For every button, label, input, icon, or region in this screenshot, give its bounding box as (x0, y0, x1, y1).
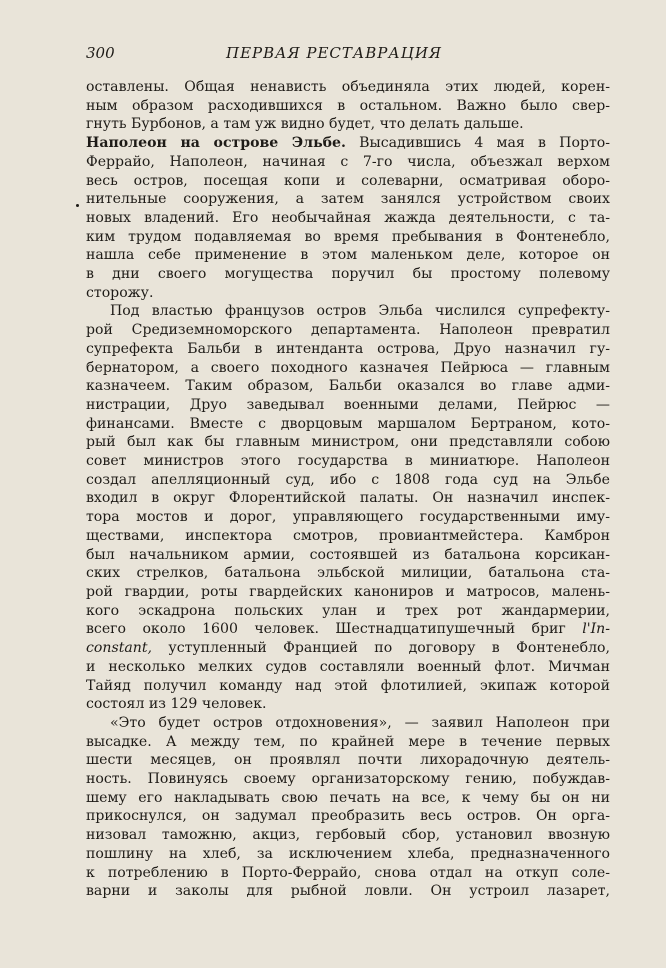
text-line: сторожу. (86, 284, 154, 301)
text-line-part: уступленный Францией по договору в Фонтенебло, (168, 640, 610, 657)
text-line: оставлены. Общая ненависть объединяла этих людей, корен- (86, 79, 610, 95)
text-line: бернатором, а своего походного казначея Пейрюса — главным (86, 359, 610, 376)
text-line: весь остров, посещая копи и солеварни, осматривая оборо- (86, 172, 610, 189)
text-line: ществами, инспектора смотров, провиантмейстера. Камброн (86, 527, 610, 544)
text-line: кого эскадрона польских улан и трех рот жандармерии, (86, 602, 610, 619)
margin-mark (76, 204, 79, 207)
ship-name: constant, (86, 640, 152, 657)
text-line: в дни своего могущества поручил бы простому полевому (86, 266, 610, 283)
text-line: Под властью французов остров Эльба числился супрефекту- (110, 303, 610, 320)
text-line: рой гвардии, роты гвардейских канониров и матросов, малень- (86, 583, 610, 600)
text-line: шести месяцев, он проявлял почти лихорадочную деятель- (86, 752, 610, 769)
text-line: рый был как бы главным министром, они представляли собою (86, 434, 610, 451)
text-line: варни и заколы для рыбной ловли. Он устроил лазарет, (86, 883, 610, 900)
text-line: ким трудом подавляемая во время пребывания в Фонтенебло, (86, 228, 610, 245)
text-line: «Это будет остров отдохновения», — заявил Наполеон при (110, 714, 610, 731)
text-line: ских стрелков, батальона эльбской милиции, батальона ста- (86, 565, 610, 582)
text-line: Тайяд получил команду над этой флотилией, экипаж которой (86, 677, 610, 694)
text-line: состоял из 129 человек. (86, 696, 267, 713)
text-line: нашла себе применение в этом маленьком деле, которое он (86, 247, 610, 264)
text-line-part: Высадившись 4 мая в Порто- (359, 135, 611, 152)
body-text (86, 78, 610, 901)
page-number: 300 (86, 44, 115, 62)
text-line: создал апелляционный суд, ибо с 1808 года суд на Эльбе (86, 471, 610, 488)
text-line: Феррайо, Наполеон, начиная с 7-го числа, объезжал верхом (86, 153, 610, 170)
text-line: тора мостов и дорог, управляющего государственными иму- (86, 509, 610, 526)
text-line: финансами. Вместе с дворцовым маршалом Бертраном, кото- (86, 415, 610, 432)
text-line: ным образом расходившихся в остальном. Важно было свер- (86, 97, 610, 114)
text-line: входил в округ Флорентийской палаты. Он назначил инспек- (86, 490, 610, 507)
text-line: ность. Повинуясь своему организаторскому гению, побуждав- (86, 771, 610, 788)
running-title: ПЕРВАЯ РЕСТАВРАЦИЯ (226, 44, 443, 62)
text-line-part: всего около 1600 человек. Шестнадцатипушечный бриг (86, 621, 566, 638)
text-line: супрефекта Бальби в интенданта острова, Друо назначил гу- (86, 340, 610, 357)
text-line: шему его накладывать свою печать на все, к чему бы он ни (86, 789, 610, 806)
text-line: казначеем. Таким образом, Бальби оказался во главе адми- (86, 378, 610, 395)
text-line: гнуть Бурбонов, а там уж видно будет, что делать дальше. (86, 116, 524, 133)
text-line: был начальником армии, состоявшей из батальона корсикан- (86, 546, 610, 563)
text-line: низовал таможню, акциз, гербовый сбор, установил ввозную (86, 827, 610, 844)
text-line: прикоснулся, он задумал преобразить весь остров. Он орга- (86, 808, 610, 825)
text-line: нительные сооружения, а затем занялся устройством своих (86, 191, 610, 208)
page-header (86, 44, 614, 70)
text-line (86, 134, 610, 153)
text-line: рой Средиземноморского департамента. Наполеон превратил (86, 322, 610, 339)
text-line (86, 620, 610, 639)
text-line: совет министров этого государства в миниатюре. Наполеон (86, 453, 610, 470)
text-line: пошлину на хлеб, за исключением хлеба, предназначенного (86, 845, 610, 862)
text-line: новых владений. Его необычайная жажда деятельности, с та- (86, 209, 610, 226)
text-line (86, 639, 610, 658)
section-subheading: Наполеон на острове Эльбе. (86, 135, 346, 152)
text-line: и несколько мелких судов составляли военный флот. Мичман (86, 658, 610, 675)
text-line: нистрации, Друо заведывал военными делами, Пейрюс — (86, 396, 610, 413)
text-line: к потреблению в Порто-Феррайо, снова отдал на откуп соле- (86, 864, 610, 881)
text-line: высадке. А между тем, по крайней мере в течение первых (86, 733, 610, 750)
ship-name: l'In- (582, 621, 610, 638)
